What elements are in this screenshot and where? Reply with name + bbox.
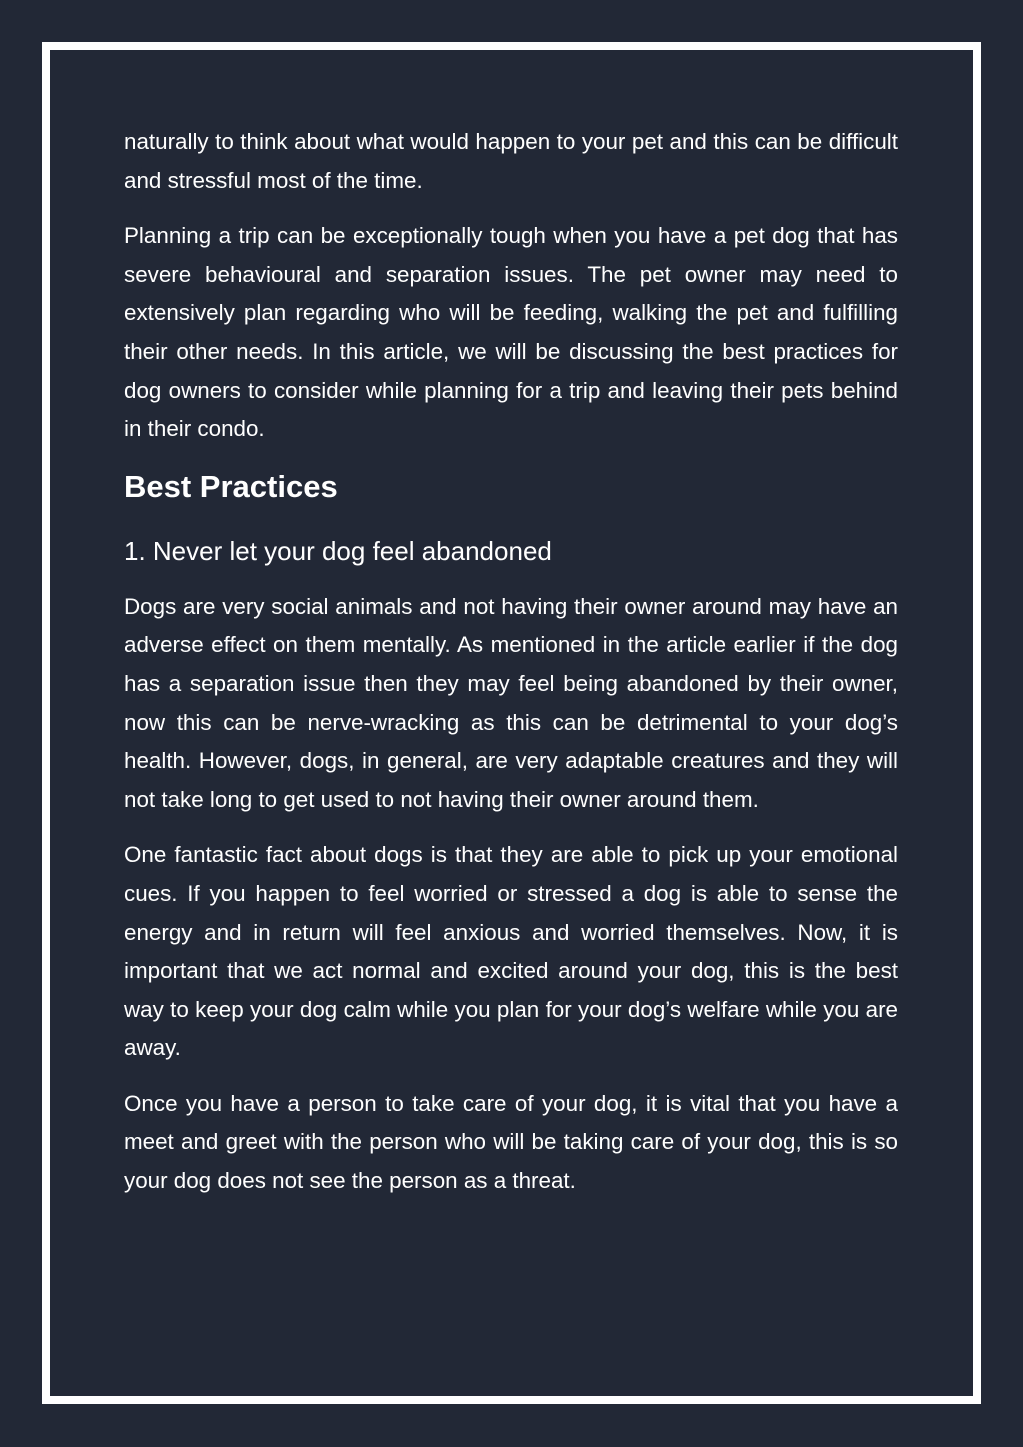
section-heading: Best Practices bbox=[124, 468, 338, 504]
intro-paragraph-1: naturally to think about what would happen to your pet and this can be difficult and stressful most of the time. bbox=[124, 129, 898, 193]
body-paragraph-3: Once you have a person to take care of your dog, it is vital that you have a meet and greet with the person who will be taking care of your dog, this is so your dog does not see the person as a threat. bbox=[124, 1090, 898, 1194]
body-paragraph-1: Dogs are very social animals and not having their owner around may have an adverse effect on them mentally. As mentioned in the article earlier if the dog has a separation issue then they may feel being abandoned by their owner, now this can be nerve-wracking as this can be detrimental to your dog’s health. However, dogs, in general, are very adaptable creatures and they will not take long to get used to not having their owner around them. bbox=[124, 593, 898, 812]
article-body bbox=[124, 123, 898, 1218]
subheading: 1. Never let your dog feel abandoned bbox=[124, 535, 552, 566]
intro-paragraph-2: Planning a trip can be exceptionally tough when you have a pet dog that has severe behavioural and separation issues. The pet owner may need to extensively plan regarding who will be feeding, walking the pet and fulfilling their other needs. In this article, we will be discussing the best practices for dog owners to consider while planning for a trip and leaving their pets behind in their condo. bbox=[124, 223, 898, 442]
body-paragraph-2: One fantastic fact about dogs is that they are able to pick up your emotional cues. If you happen to feel worried or stressed a dog is able to sense the energy and in return will feel anxious and worried themselves. Now, it is important that we act normal and excited around your dog, this is the best way to keep your dog calm while you plan for your dog’s welfare while you are away. bbox=[124, 842, 898, 1061]
